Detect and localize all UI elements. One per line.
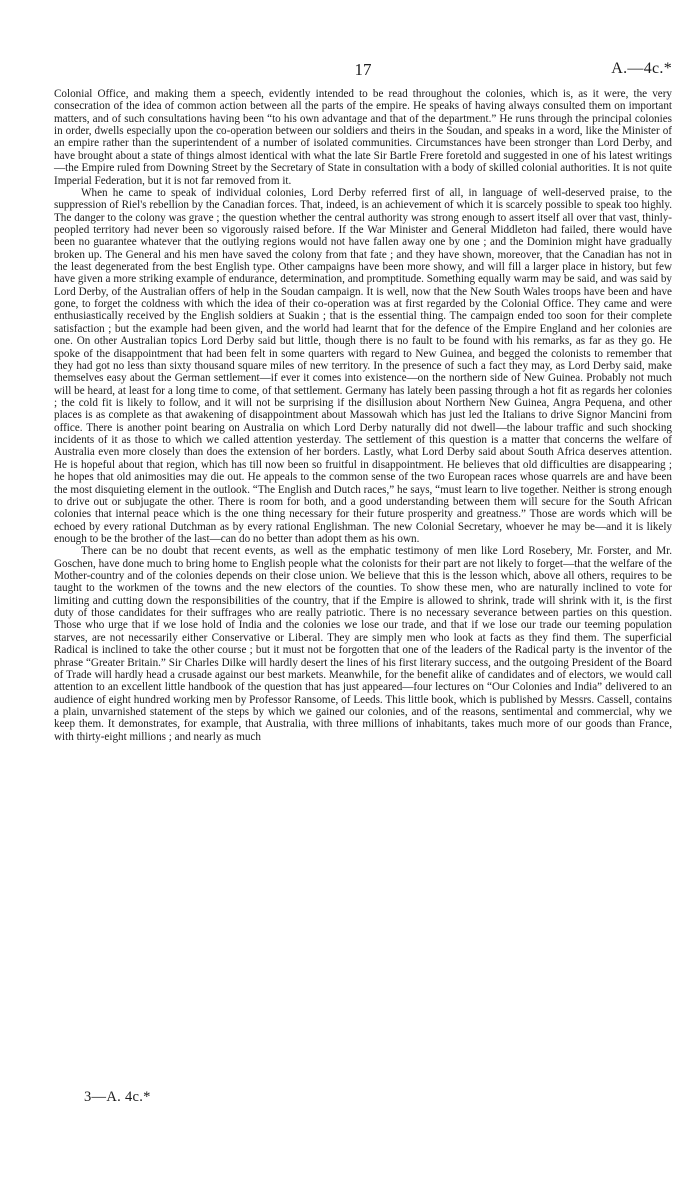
document-reference: A.—4c.* <box>611 60 672 77</box>
paragraph-2: When he came to speak of individual colonies, Lord Derby referred first of all, in language of well-deserved praise, to the suppression of Riel's rebellion by the Canadian forces. That, indeed, is an achievement of which it is scarcely possible to speak too highly. The danger to the colony was grave ; the question whether the central authority was strong enough to assert itself all over that vast, thinly-peopled territory had never been so vigorously raised before. If the War Minister and General Middleton had failed, there would have been no guarantee whatever that the outlying regions would not have fallen away one by one ; and the Dominion might have gradually broken up. The General and his men have saved the colony from that fate ; and they have shown, moreover, that the Canadian has not in the least degenerated from the best English type. Other campaigns have been more showy, and will fill a larger place in history, but few have given a more striking example of endurance, determination, and promptitude. Something equally warm may be said, and was said by Lord Derby, of the Australian offers of help in the Soudan campaign. It is well, now that the New South Wales troops have been and have gone, to forget the coldness with which the idea of their co-operation was at first regarded by the Colonial Office. They came and were enthusiastically received by the English soldiers at Suakin ; that is the essential thing. The campaign ended too soon for their complete satisfaction ; but the example had been given, and the world had learnt that for the defence of the Empire England and her colonies are one. On other Australian topics Lord Derby said but little, though there is no fault to be found with his remarks, as far as they go. He spoke of the disappointment that had been felt in some quarters with regard to New Guinea, and begged the colonists to remember that they had got no less than sixty thousand square miles of new territory. In the presence of such a fact they may, as Lord Derby said, make themselves easy about the German settlement—if ever it comes into existence—on the northern side of New Guinea. Probably not much will be heard, at least for a long time to come, of that settlement. Germany has lately been passing through a hot fit as regards her colonies ; the cold fit is likely to follow, and it will not be surprising if the disillusion about Northern New Guinea, Angra Pequena, and other places is as complete as that awakening of disappointment about Massowah which has just led the Italians to drive Signor Mancini from office. There is another point bearing on Australia on which Lord Derby naturally did not dwell—the labour traffic and such shocking incidents of it as those to which we called attention yesterday. The settlement of this question is a matter that concerns the welfare of Australia even more closely than does the extension of her borders. Lastly, what Lord Derby said about South Africa deserves attention. He is hopeful about that region, which has till now been so fruitful in disappointment. He believes that old difficulties are disappearing ; he hopes that old animosities may die out. He appeals to the common sense of the two European races whose quarrels are and have been the most disquieting element in the outlook. “The English and Dutch races,” he says, “must learn to live together. Neither is strong enough to drive out or subjugate the other. There is room for both, and a good understanding between them will secure for the South African colonies that internal peace which is the one thing necessary for their future prosperity and greatness.” Those are words which will be echoed by every rational Dutchman as by every rational Englishman. The new Colonial Secretary, whoever he may be—and it is likely enough to be the brother of the last—can do no better than adopt them as his own. <box>54 186 672 545</box>
paragraph-1: Colonial Office, and making them a speech, evidently intended to be read throughout the colonies, which is, as it were, the very consecration of the idea of common action between all the parts of the empire. He speaks of having always consulted them on important matters, and of such consultations having been “to his own advantage and that of the department.” He runs through the principal colonies in order, dwells especially upon the co-operation between our soldiers and theirs in the Soudan, and speaks in a word, like the Minister of an empire rather than the superintendent of a number of isolated communities. Circumstances have been stronger than Lord Derby, and have brought about a state of things almost identical with what the late Sir Bartle Frere foretold and suggested in one of his latest writings—the Empire ruled from Downing Street by the Secretary of State in consultation with a body of skilled colonial authorities. It is not quite Imperial Federation, but it is not far removed from it. <box>54 88 672 187</box>
article-body <box>54 88 672 743</box>
page-header <box>54 60 672 84</box>
printer-signature-mark: 3—A. 4c.* <box>84 1089 151 1105</box>
paragraph-3: There can be no doubt that recent events, as well as the emphatic testimony of men like Lord Rosebery, Mr. Forster, and Mr. Goschen, have done much to bring home to English people what the colonists for their part are not likely to forget—that the welfare of the Mother-country and of the colonies depends on their close union. We believe that this is the lesson which, above all others, requires to be taught to the workmen of the towns and the new electors of the counties. To show these men, who are naturally inclined to vote for limiting and cutting down the responsibilities of the country, that if the Empire is allowed to shrink, trade will shrink with it, is the first duty of those candidates for their suffrages who are really patriotic. There is no necessary severance between parties on this question. Those who urge that if we lose hold of India and the colonies we lose our trade, and that if we lose our trade our teeming population starves, are not necessarily either Conservative or Liberal. They are simply men who look at facts as they find them. The superficial Radical is inclined to take the other course ; but it must not be forgotten that one of the leaders of the Radical party is the inventor of the phrase “Greater Britain.” Sir Charles Dilke will hardly desert the lines of his first literary success, and the outgoing President of the Board of Trade will hardly head a crusade against our best markets. Meanwhile, for the benefit alike of candidates and of electors, we would call attention to an excellent little handbook of the question that has just appeared—four lectures on “Our Colonies and India” delivered to an audience of eight hundred working men by Professor Ransome, of Leeds. This little book, which is published by Messrs. Cassell, contains a plain, unvarnished statement of the steps by which we gained our colonies, and of the reasons, sentimental and commercial, why we keep them. It demonstrates, for example, that Australia, with three millions of inhabitants, takes much more of our goods than France, with thirty-eight millions ; and nearly as much <box>54 545 672 743</box>
page-number: 17 <box>354 60 372 79</box>
